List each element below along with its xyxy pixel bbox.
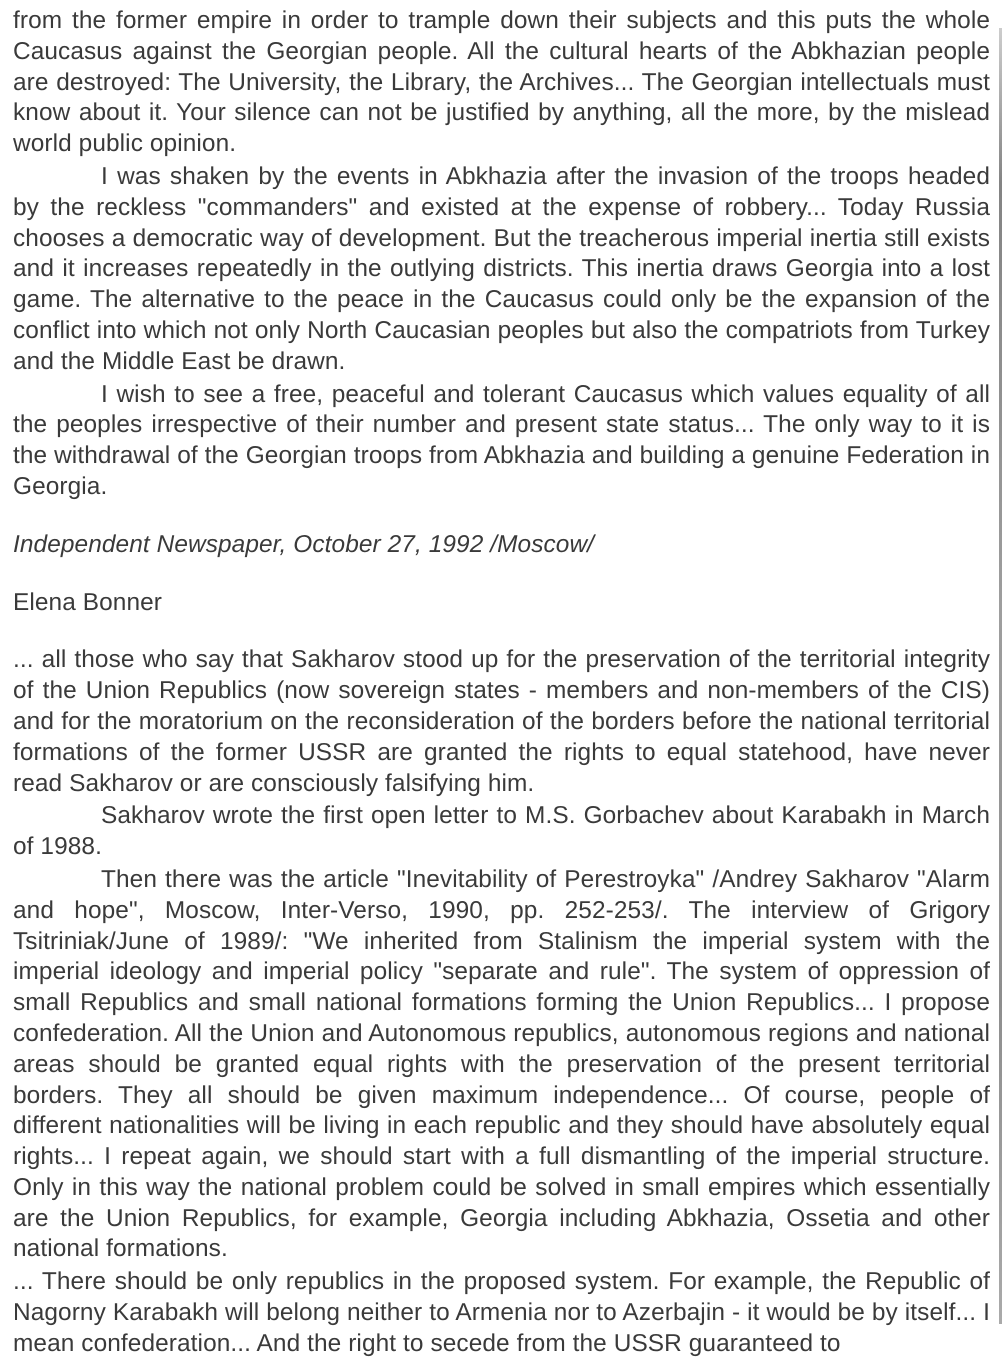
paragraph-shaken-by-events: I was shaken by the events in Abkhazia after the invasion of the troops headed by the reckless "commanders" and existed at the expense of robbery... Today Russia chooses a democratic way of development. But the treacherous imperial inertia still exists and it increases repeatedly in the outlying districts. This inertia draws Georgia into a lost game. The alternative to the peace in the Caucasus could only be the expansion of the conflict into which not only North Caucasian peoples but also the compatriots from Turkey and the Middle East be drawn.	[13, 162, 990, 375]
paragraph-inevitability-perestroyka: Then there was the article "Inevitability of Perestroyka" /Andrey Sakharov "Alarm and hope", Moscow, Inter-Verso, 1990, pp. 252-253/. The interview of Grigory Tsitriniak/June of 1989/: "We inherited from Stalinism the imperial system with the imperial ideology and imperial policy "separate and rule". The system of oppression of small Republics and small national formations forming the Union Republics... I propose confederation. All the Union and Autonomous republics, autonomous regions and national areas should be granted equal rights with the preservation of the present territorial borders. They all should be given maximum independence... Of course, people of different nationalities will be living in each republic and they should have absolutely equal rights... I repeat again, we should start with a full dismantling of the imperial structure. Only in this way the national problem could be solved in small empires which essentially are the Union Republics, for example, Georgia including Abkhazia, Ossetia and other national formations.	[13, 865, 990, 1263]
paragraph-continuation: from the former empire in order to trample down their subjects and this puts the whole Caucasus against the Georgian people. All the cultural hearts of the Abkhazian people are destroyed: The University, the Library, the Archives... The Georgian intellectuals must know about it. Your silence can not be justified by anything, all the more, by the mislead world public opinion.	[13, 7, 990, 158]
paragraph-first-open-letter: Sakharov wrote the first open letter to M.S. Gorbachev about Karabakh in March of 1988.	[13, 802, 990, 861]
paragraph-sakharov-territorial-integrity: ... all those who say that Sakharov stood up for the preservation of the territorial integrity of the Union Republics (now sovereign states - members and non-members of the CIS) and for the moratorium on the reconsideration of the borders before the national territorial formations of the former USSR are granted the rights to equal statehood, have never read Sakharov or are consciously falsifying him.	[13, 646, 990, 797]
scan-artifact-edge-line	[999, 28, 1002, 1324]
paragraph-republics-proposed-system: ... There should be only republics in the proposed system. For example, the Republic of Nagorny Karabakh will belong neither to Armenia nor to Azerbajin - it would be by itself... I mean confederation... And the right to secede from the USSR guaranteed to	[13, 1268, 990, 1357]
author-name: Elena Bonner	[13, 588, 163, 616]
paragraph-wish-free-caucasus: I wish to see a free, peaceful and tolerant Caucasus which values equality of all the peoples irrespective of their number and present state status... The only way to it is the withdrawal of the Georgian troops from Abkhazia and building a genuine Federation in Georgia.	[13, 380, 990, 500]
citation-line: Independent Newspaper, October 27, 1992 /Moscow/	[13, 530, 595, 558]
